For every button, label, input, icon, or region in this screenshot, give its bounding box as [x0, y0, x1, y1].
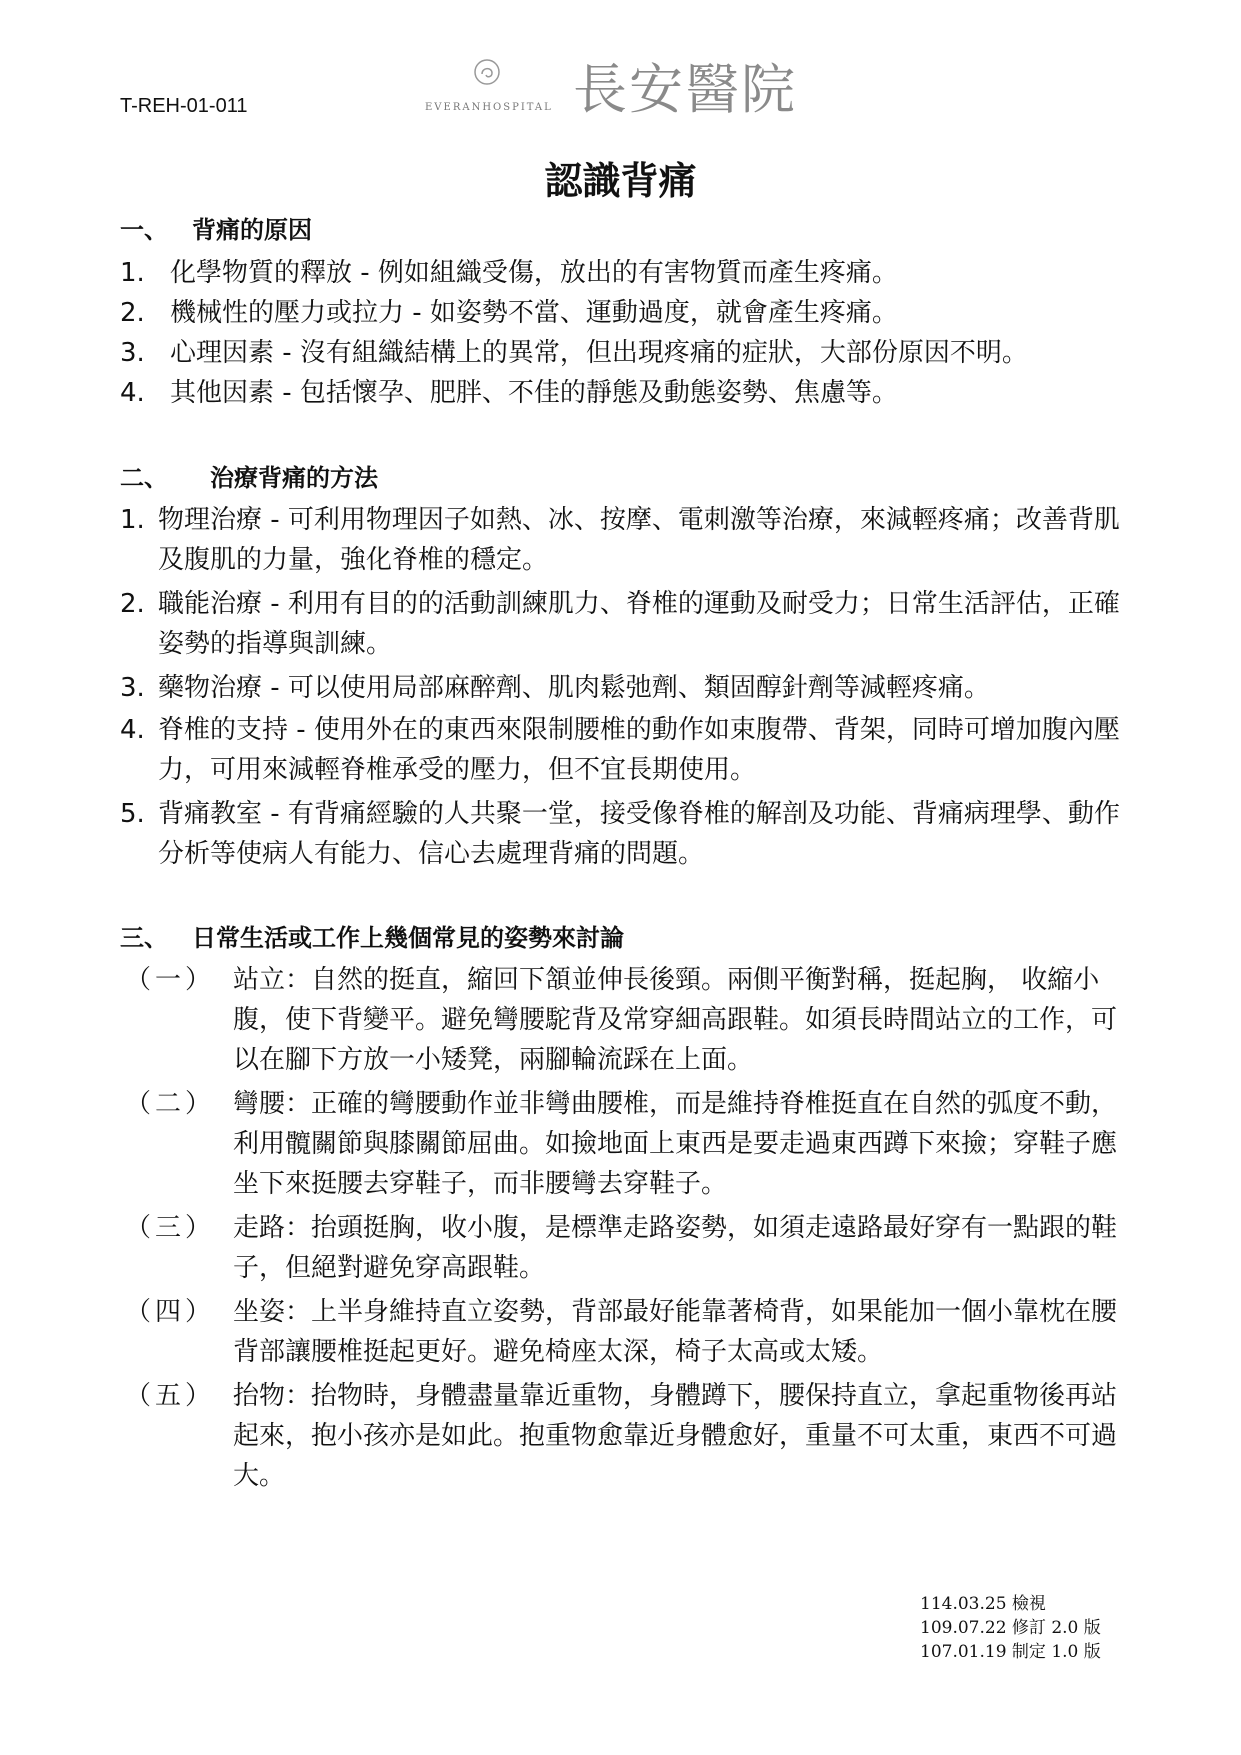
revision-line: 109.07.22 修訂 2.0 版	[920, 1618, 1101, 1638]
list-item: （四） 坐姿：上半身維持直立姿勢，背部最好能靠著椅背，如果能加一個小靠枕在腰背部讓腰椎挺起更好。避免椅座太深，椅子太高或太矮。	[125, 1297, 1118, 1367]
document-code: T-REH-01-011	[120, 95, 248, 117]
list-item: 4. 其他因素 - 包括懷孕、肥胖、不佳的靜態及動態姿勢、焦慮等。	[120, 378, 898, 408]
section1-title: 背痛的原因	[192, 216, 312, 244]
list-item: 4. 脊椎的支持 - 使用外在的東西來限制腰椎的動作如束腹帶、背架，同時可增加腹內壓力，可用來減輕脊椎承受的壓力，但不宜長期使用。	[120, 715, 1120, 785]
section3-title: 日常生活或工作上幾個常見的姿勢來討論	[192, 924, 624, 952]
section3-number: 三、	[120, 924, 168, 952]
list-item: 2. 機械性的壓力或拉力 - 如姿勢不當、運動過度，就會產生疼痛。	[120, 298, 898, 328]
list-item: 5. 背痛教室 - 有背痛經驗的人共聚一堂，接受像脊椎的解剖及功能、背痛病理學、動作分析等使病人有能力、信心去處理背痛的問題。	[120, 799, 1120, 869]
hospital-emblem-icon	[473, 58, 501, 86]
section2-heading	[120, 458, 378, 493]
list-item: （五） 抬物：抬物時，身體盡量靠近重物，身體蹲下，腰保持直立，拿起重物後再站起來，抱小孩亦是如此。抱重物愈靠近身體愈好，重量不可太重，東西不可過大。	[125, 1381, 1118, 1491]
section3-heading	[120, 918, 624, 953]
section2-title: 治療背痛的方法	[210, 464, 378, 492]
list-item: 3. 藥物治療 - 可以使用局部麻醉劑、肌肉鬆弛劑、類固醇針劑等減輕疼痛。	[120, 673, 990, 703]
list-item: （一） 站立：自然的挺直，縮回下頷並伸長後頸。兩側平衡對稱，挺起胸， 收縮小腹，使下背變平。避免彎腰駝背及常穿細高跟鞋。如須長時間站立的工作，可以在腳下方放一小矮凳，兩腳輪流踩在上面。	[125, 965, 1118, 1075]
logo-chinese-name: 長安醫院	[573, 58, 797, 121]
section2-number: 二、	[120, 464, 168, 492]
list-item: 3. 心理因素 - 沒有組織結構上的異常，但出現疼痛的症狀，大部份原因不明。	[120, 338, 1028, 368]
revision-line: 114.03.25 檢視	[920, 1594, 1046, 1614]
revision-notes	[920, 1592, 1101, 1664]
section1-number: 一、	[120, 216, 168, 244]
list-item: （二） 彎腰：正確的彎腰動作並非彎曲腰椎，而是維持脊椎挺直在自然的弧度不動，利用髖關節與膝關節屈曲。如撿地面上東西是要走過東西蹲下來撿；穿鞋子應坐下來挺腰去穿鞋子，而非腰彎去穿鞋子。	[125, 1089, 1118, 1199]
list-item: 1. 物理治療 - 可利用物理因子如熱、冰、按摩、電刺激等治療，來減輕疼痛；改善背肌及腹肌的力量，強化脊椎的穩定。	[120, 505, 1120, 575]
hospital-logo	[425, 58, 835, 128]
list-item: （三） 走路：抬頭挺胸，收小腹，是標準走路姿勢，如須走遠路最好穿有一點跟的鞋子，但絕對避免穿高跟鞋。	[125, 1213, 1118, 1283]
logo-english-name: EVERANHOSPITAL	[425, 102, 553, 113]
section1-heading	[120, 210, 312, 245]
list-item: 1. 化學物質的釋放 - 例如組織受傷，放出的有害物質而產生疼痛。	[120, 258, 898, 288]
page-title: 認識背痛	[544, 159, 697, 203]
revision-line: 107.01.19 制定 1.0 版	[920, 1642, 1101, 1662]
list-item: 2. 職能治療 - 利用有目的的活動訓練肌力、脊椎的運動及耐受力；日常生活評估，正確姿勢的指導與訓練。	[120, 589, 1120, 659]
